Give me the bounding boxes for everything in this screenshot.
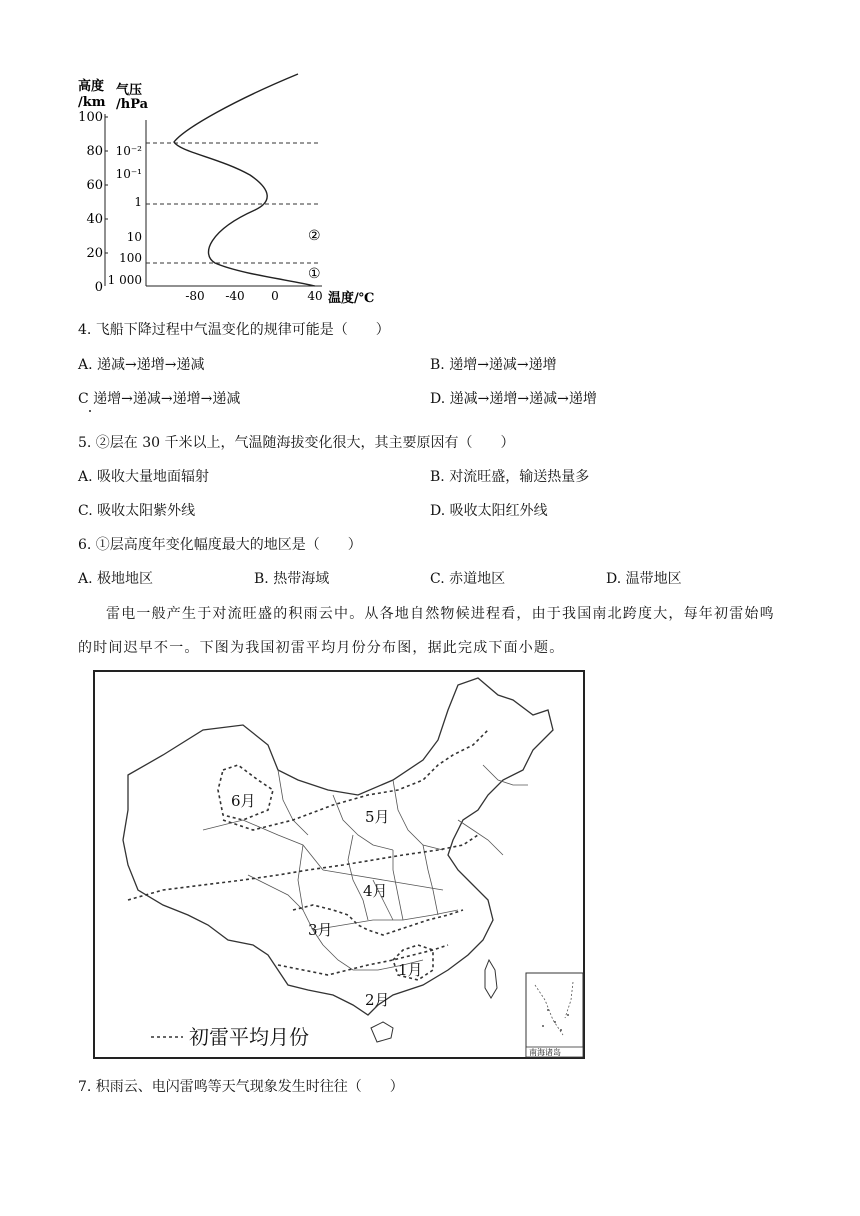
temperature-tick: 0 (271, 289, 279, 303)
month-label-5: 5月 (365, 808, 390, 826)
china-first-thunder-map (93, 670, 585, 1060)
month-label-3: 3月 (308, 921, 333, 939)
q5-option-c[interactable]: C. 吸收太阳紫外线 (78, 503, 196, 519)
q6-option-b[interactable]: B. 热带海域 (254, 571, 330, 587)
stray-dot (89, 410, 91, 412)
pressure-axis-unit: /hPa (116, 97, 149, 112)
temperature-tick: 40 (307, 289, 323, 303)
question-4: 4. 飞船下降过程中气温变化的规律可能是（ ） (78, 322, 390, 338)
atmosphere-temperature-chart (60, 60, 400, 310)
question-6: 6. ①层高度年变化幅度最大的地区是（ ） (78, 537, 362, 553)
pressure-axis-title: 气压 (116, 83, 143, 98)
q5-option-b[interactable]: B. 对流旺盛，输送热量多 (430, 469, 590, 485)
month-label-4: 4月 (363, 882, 388, 900)
height-tick: 20 (86, 246, 103, 261)
pressure-tick: 100 (119, 251, 142, 265)
height-tick: 80 (86, 144, 103, 159)
q4-option-a[interactable]: A. 递减→递增→递减 (78, 357, 205, 373)
pressure-tick: 10⁻² (115, 144, 142, 158)
map-frame (94, 671, 584, 1058)
month-label-2: 2月 (365, 991, 390, 1009)
q4-option-b[interactable]: B. 递增→递减→递增 (430, 357, 557, 373)
temperature-curve (174, 74, 315, 286)
temperature-axis-title: 温度/℃ (328, 291, 375, 306)
pressure-tick: 1 000 (107, 273, 142, 287)
legend-label: 初雷平均月份 (189, 1025, 309, 1049)
temperature-tick: -80 (185, 289, 205, 303)
pressure-tick: 1 (134, 195, 142, 209)
inset-frame (526, 973, 583, 1057)
pressure-tick: 10⁻¹ (115, 167, 142, 181)
passage-line-1: 雷电一般产生于对流旺盛的积雨云中。从各地自然物候进程看，由于我国南北跨度大，每年初雷始鸣 (106, 606, 775, 622)
month-label-6: 6月 (231, 792, 256, 810)
height-tick: 0 (94, 280, 103, 295)
height-tick: 100 (78, 110, 103, 125)
q4-option-c[interactable]: C 递增→递减→递增→递减 (78, 391, 241, 407)
q5-option-d[interactable]: D. 吸收太阳红外线 (430, 503, 548, 519)
height-axis-unit: /km (78, 95, 106, 110)
height-axis-title: 高度 (78, 79, 105, 94)
q6-option-d[interactable]: D. 温带地区 (606, 571, 682, 587)
height-tick: 60 (86, 178, 103, 193)
passage-line-2: 的时间迟早不一。下图为我国初雷平均月份分布图，据此完成下面小题。 (78, 640, 565, 656)
height-tick: 40 (86, 212, 103, 227)
question-5: 5. ②层在 30 千米以上，气温随海拔变化很大，其主要原因有（ ） (78, 435, 515, 451)
temperature-tick: -40 (225, 289, 245, 303)
q6-option-c[interactable]: C. 赤道地区 (430, 571, 506, 587)
inset-label: 南海诸岛 (529, 1048, 561, 1057)
question-7: 7. 积雨云、电闪雷鸣等天气现象发生时往往（ ） (78, 1079, 404, 1095)
q4-option-d[interactable]: D. 递减→递增→递减→递增 (430, 391, 597, 407)
layer-1-marker: ① (308, 266, 321, 282)
q5-option-a[interactable]: A. 吸收大量地面辐射 (78, 469, 210, 485)
month-label-1: 1月 (398, 961, 423, 979)
q6-option-a[interactable]: A. 极地地区 (78, 571, 154, 587)
pressure-tick: 10 (126, 230, 142, 244)
layer-2-marker: ② (308, 228, 321, 244)
